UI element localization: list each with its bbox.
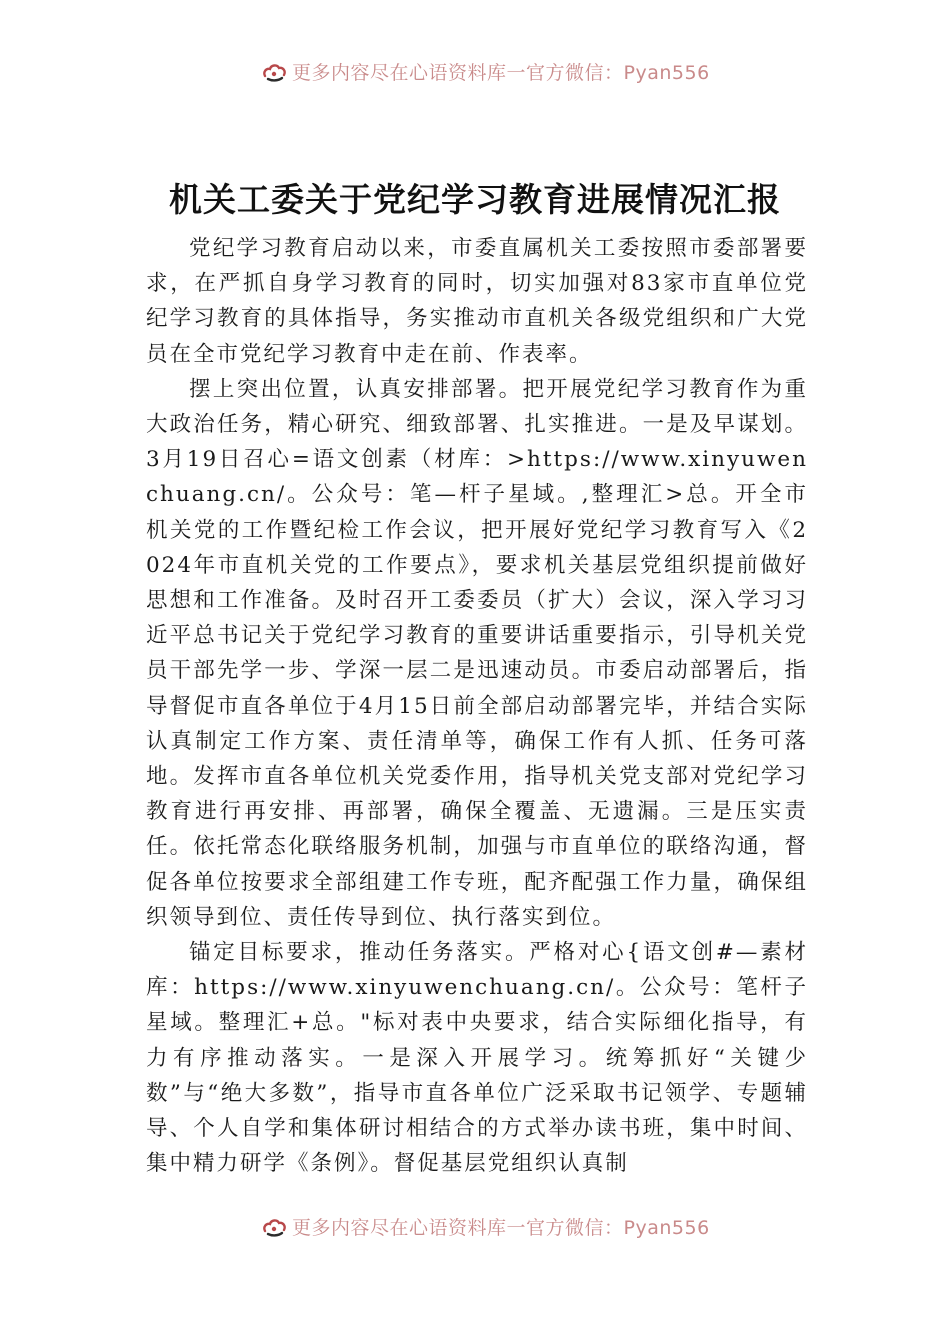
page-title: 机关工委关于党纪学习教育进展情况汇报 [169, 180, 781, 219]
paragraph: 党纪学习教育启动以来，市委直属机关工委按照市委部署要求，在严抓自身学习教育的同时，切实加强对83家市直单位党纪学习教育的具体指导，务实推动市直机关各级党组织和广大党员在全市党纪学习教育中走在前、作表率。 [146, 236, 808, 367]
watermark-text: 更多内容尽在心语资料库一官方微信：Pyan556 [292, 1217, 710, 1239]
paragraph: 摆上突出位置，认真安排部署。把开展党纪学习教育作为重大政治任务，精心研究、细致部署、扎实推进。一是及早谋划。3月19日召心=语文创素（材库：>https://www.xinyuwenchuang.cn/。公众号：笔—杆子星域。,整理汇>总。开全市机关党的工作暨纪检工作会议，把开展好党纪学习教育写入《2024年市直机关党的工作要点》，要求机关基层党组织提前做好思想和工作准备。及时召开工委委员（扩大）会议，深入学习习近平总书记关于党纪学习教育的重要讲话重要指示，引导机关党员干部先学一步、学深一层二是迅速动员。市委启动部署后，指导督促市直各单位于4月15日前全部启动部署完毕，并结合实际认真制定工作方案、责任清单等，确保工作有人抓、任务可落地。发挥市直各单位机关党委作用，指导机关党支部对党纪学习教育进行再安排、再部署，确保全覆盖、无遗漏。三是压实责任。依托常态化联络服务机制，加强与市直单位的联络沟通，督促各单位按要求全部组建工作专班，配齐配强工作力量，确保组织领导到位、责任传导到位、执行落实到位。 [146, 376, 808, 930]
paragraph: 锚定目标要求，推动任务落实。严格对心{语文创#—素材库：https://www.xinyuwenchuang.cn/。公众号：笔杆子星域。整理汇+总。"标对表中央要求，结合实际细化指导，有力有序推动落实。一是深入开展学习。统筹抓好“关键少数”与“绝大多数”，指导市直各单位广泛采取书记领学、专题辅导、个人自学和集体研讨相结合的方式举办读书班，集中时间、集中精力研学《条例》。督促基层党组织认真制 [146, 940, 808, 1177]
watermark-text: 更多内容尽在心语资料库一官方微信：Pyan556 [292, 62, 710, 84]
cloud-logo-icon [262, 1217, 288, 1237]
document-body [146, 231, 808, 1181]
header-watermark-banner [0, 48, 950, 88]
footer-watermark-banner [0, 1204, 950, 1244]
cloud-logo-icon [262, 62, 288, 82]
